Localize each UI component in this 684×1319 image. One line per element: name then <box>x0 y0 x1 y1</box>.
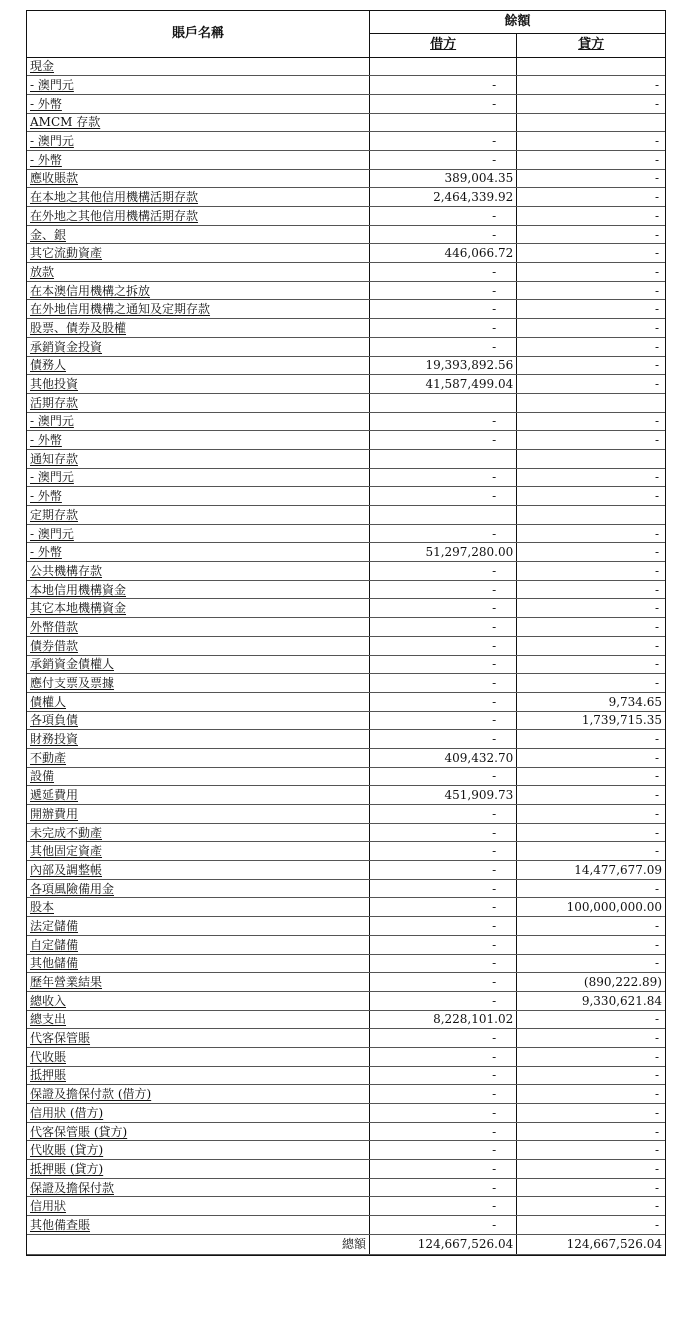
credit-cell: - <box>517 1160 665 1179</box>
table-row <box>27 150 665 169</box>
account-name-cell: 其他投資 <box>27 375 370 394</box>
credit-cell: - <box>517 1104 665 1123</box>
debit-cell: - <box>370 281 517 300</box>
credit-cell: - <box>517 767 665 786</box>
table-row <box>27 1141 665 1160</box>
table-row <box>27 562 665 581</box>
credit-cell: - <box>517 1197 665 1216</box>
account-name-cell: - 外幣 <box>27 431 370 450</box>
debit-cell: - <box>370 1104 517 1123</box>
debit-cell: - <box>370 636 517 655</box>
account-name-cell: 其它本地機構資金 <box>27 599 370 618</box>
credit-cell: - <box>517 823 665 842</box>
account-name-cell: 代客保管賬 (貸方) <box>27 1122 370 1141</box>
credit-cell: - <box>517 1029 665 1048</box>
account-name-cell: - 澳門元 <box>27 76 370 95</box>
debit-cell: - <box>370 823 517 842</box>
trial-balance-table <box>27 11 665 1255</box>
debit-cell: - <box>370 431 517 450</box>
debit-cell: 41,587,499.04 <box>370 375 517 394</box>
credit-cell: - <box>517 225 665 244</box>
table-row <box>27 599 665 618</box>
debit-cell: - <box>370 1197 517 1216</box>
debit-cell: - <box>370 319 517 338</box>
header-balance: 餘額 <box>370 11 665 33</box>
account-name-cell: 應付支票及票據 <box>27 674 370 693</box>
table-row <box>27 655 665 674</box>
total-label: 總額 <box>27 1234 370 1254</box>
debit-cell: - <box>370 991 517 1010</box>
account-name-cell: 信用狀 <box>27 1197 370 1216</box>
table-row <box>27 1085 665 1104</box>
account-name-cell: AMCM 存款 <box>27 113 370 132</box>
account-name-cell: 歷年營業結果 <box>27 973 370 992</box>
credit-cell: - <box>517 468 665 487</box>
table-row <box>27 281 665 300</box>
account-name-cell: 其他固定資產 <box>27 842 370 861</box>
account-name-cell: - 外幣 <box>27 543 370 562</box>
account-name-cell: 其他儲備 <box>27 954 370 973</box>
account-name-cell: 其他備查賬 <box>27 1216 370 1235</box>
credit-cell <box>517 393 665 412</box>
header-credit: 貸方 <box>517 33 665 57</box>
account-name-cell: 保證及擔保付款 (借方) <box>27 1085 370 1104</box>
debit-cell: - <box>370 1216 517 1235</box>
credit-cell: - <box>517 599 665 618</box>
credit-cell: 1,739,715.35 <box>517 711 665 730</box>
table-row <box>27 94 665 113</box>
debit-cell: - <box>370 973 517 992</box>
account-name-cell: 金、銀 <box>27 225 370 244</box>
table-row <box>27 225 665 244</box>
table-row <box>27 842 665 861</box>
table-row <box>27 730 665 749</box>
debit-cell: - <box>370 842 517 861</box>
debit-cell: - <box>370 1160 517 1179</box>
credit-cell: - <box>517 524 665 543</box>
account-name-cell: 股票、債券及股權 <box>27 319 370 338</box>
table-row <box>27 524 665 543</box>
account-name-cell: 設備 <box>27 767 370 786</box>
debit-cell: - <box>370 1085 517 1104</box>
account-name-cell: 活期存款 <box>27 393 370 412</box>
credit-cell: - <box>517 356 665 375</box>
credit-cell: - <box>517 150 665 169</box>
table-row <box>27 1197 665 1216</box>
credit-cell: - <box>517 207 665 226</box>
table-row <box>27 767 665 786</box>
table-row <box>27 1160 665 1179</box>
trial-balance-sheet <box>26 10 666 1256</box>
credit-cell: - <box>517 748 665 767</box>
table-row <box>27 1029 665 1048</box>
table-row <box>27 337 665 356</box>
debit-cell <box>370 57 517 76</box>
table-row <box>27 393 665 412</box>
credit-cell: - <box>517 319 665 338</box>
total-debit: 124,667,526.04 <box>370 1234 517 1254</box>
account-name-cell: 內部及調整帳 <box>27 861 370 880</box>
account-name-cell: 在外地信用機構之通知及定期存款 <box>27 300 370 319</box>
account-name-cell: 承銷資金投資 <box>27 337 370 356</box>
debit-cell: - <box>370 580 517 599</box>
account-name-cell: 本地信用機構資金 <box>27 580 370 599</box>
debit-cell <box>370 506 517 525</box>
account-name-cell: 抵押賬 <box>27 1066 370 1085</box>
account-name-cell: 其它流動資產 <box>27 244 370 263</box>
credit-cell: - <box>517 674 665 693</box>
debit-cell: - <box>370 76 517 95</box>
table-row <box>27 169 665 188</box>
table-row <box>27 786 665 805</box>
credit-cell: - <box>517 935 665 954</box>
debit-cell: - <box>370 1029 517 1048</box>
credit-cell: - <box>517 580 665 599</box>
debit-cell: - <box>370 1122 517 1141</box>
account-name-cell: 法定儲備 <box>27 917 370 936</box>
account-name-cell: 現金 <box>27 57 370 76</box>
table-row <box>27 375 665 394</box>
account-name-cell: 各項風險備用金 <box>27 879 370 898</box>
debit-cell: - <box>370 300 517 319</box>
table-row <box>27 300 665 319</box>
table-row <box>27 618 665 637</box>
account-name-cell: 外幣借款 <box>27 618 370 637</box>
table-row <box>27 1010 665 1029</box>
debit-cell: - <box>370 954 517 973</box>
account-name-cell: 債務人 <box>27 356 370 375</box>
table-row <box>27 244 665 263</box>
table-row <box>27 1066 665 1085</box>
table-row <box>27 132 665 151</box>
debit-cell: 389,004.35 <box>370 169 517 188</box>
table-row <box>27 1047 665 1066</box>
credit-cell: - <box>517 169 665 188</box>
total-row <box>27 1234 665 1254</box>
table-row <box>27 991 665 1010</box>
debit-cell: - <box>370 207 517 226</box>
credit-cell: - <box>517 655 665 674</box>
credit-cell <box>517 449 665 468</box>
account-name-cell: 各項負債 <box>27 711 370 730</box>
table-row <box>27 917 665 936</box>
account-name-cell: 通知存款 <box>27 449 370 468</box>
account-name-cell: - 澳門元 <box>27 524 370 543</box>
debit-cell: - <box>370 599 517 618</box>
account-name-cell: - 澳門元 <box>27 468 370 487</box>
table-row <box>27 1216 665 1235</box>
table-row <box>27 188 665 207</box>
debit-cell: 8,228,101.02 <box>370 1010 517 1029</box>
debit-cell: - <box>370 618 517 637</box>
table-row <box>27 207 665 226</box>
credit-cell: - <box>517 1141 665 1160</box>
table-row <box>27 543 665 562</box>
table-row <box>27 506 665 525</box>
table-row <box>27 674 665 693</box>
credit-cell: - <box>517 917 665 936</box>
account-name-cell: - 澳門元 <box>27 132 370 151</box>
account-name-cell: 總收入 <box>27 991 370 1010</box>
credit-cell: - <box>517 281 665 300</box>
credit-cell: - <box>517 1010 665 1029</box>
table-row <box>27 805 665 824</box>
table-row <box>27 935 665 954</box>
credit-cell: - <box>517 300 665 319</box>
table-row <box>27 263 665 282</box>
table-row <box>27 76 665 95</box>
debit-cell: - <box>370 692 517 711</box>
credit-cell: - <box>517 132 665 151</box>
debit-cell: 446,066.72 <box>370 244 517 263</box>
credit-cell: 14,477,677.09 <box>517 861 665 880</box>
credit-cell: - <box>517 1178 665 1197</box>
table-row <box>27 449 665 468</box>
account-name-cell: 應收賬款 <box>27 169 370 188</box>
debit-cell: - <box>370 730 517 749</box>
debit-cell: - <box>370 711 517 730</box>
debit-cell: - <box>370 917 517 936</box>
debit-cell: - <box>370 935 517 954</box>
table-row <box>27 431 665 450</box>
debit-cell: - <box>370 861 517 880</box>
header-account-name: 賬戶名稱 <box>27 11 370 57</box>
table-row <box>27 973 665 992</box>
debit-cell <box>370 393 517 412</box>
table-row <box>27 580 665 599</box>
credit-cell: - <box>517 412 665 431</box>
credit-cell: - <box>517 618 665 637</box>
table-row <box>27 113 665 132</box>
credit-cell <box>517 506 665 525</box>
credit-cell: - <box>517 76 665 95</box>
debit-cell: 451,909.73 <box>370 786 517 805</box>
table-row <box>27 1122 665 1141</box>
account-name-cell: 股本 <box>27 898 370 917</box>
credit-cell: - <box>517 636 665 655</box>
debit-cell: - <box>370 879 517 898</box>
account-name-cell: 財務投資 <box>27 730 370 749</box>
credit-cell: - <box>517 842 665 861</box>
table-row <box>27 823 665 842</box>
credit-cell <box>517 57 665 76</box>
account-name-cell: 在本地之其他信用機構活期存款 <box>27 188 370 207</box>
table-row <box>27 711 665 730</box>
credit-cell: - <box>517 1047 665 1066</box>
credit-cell: - <box>517 375 665 394</box>
table-row <box>27 692 665 711</box>
account-name-cell: 未完成不動產 <box>27 823 370 842</box>
debit-cell: 2,464,339.92 <box>370 188 517 207</box>
table-row <box>27 1178 665 1197</box>
credit-cell: - <box>517 543 665 562</box>
header-row <box>27 11 665 33</box>
account-name-cell: 定期存款 <box>27 506 370 525</box>
credit-cell: - <box>517 1085 665 1104</box>
account-name-cell: 代客保管賬 <box>27 1029 370 1048</box>
credit-cell: - <box>517 954 665 973</box>
debit-cell: - <box>370 263 517 282</box>
credit-cell: - <box>517 805 665 824</box>
debit-cell: - <box>370 524 517 543</box>
account-name-cell: 不動產 <box>27 748 370 767</box>
credit-cell: 9,734.65 <box>517 692 665 711</box>
debit-cell: - <box>370 898 517 917</box>
credit-cell: 100,000,000.00 <box>517 898 665 917</box>
debit-cell: - <box>370 1047 517 1066</box>
account-name-cell: 債權人 <box>27 692 370 711</box>
table-row <box>27 319 665 338</box>
table-row <box>27 879 665 898</box>
debit-cell: - <box>370 132 517 151</box>
debit-cell: - <box>370 562 517 581</box>
table-row <box>27 1104 665 1123</box>
table-body <box>27 57 665 1234</box>
account-name-cell: - 外幣 <box>27 150 370 169</box>
table-row <box>27 487 665 506</box>
credit-cell: (890,222.89) <box>517 973 665 992</box>
debit-cell: - <box>370 1141 517 1160</box>
account-name-cell: - 外幣 <box>27 487 370 506</box>
credit-cell: - <box>517 730 665 749</box>
credit-cell: - <box>517 487 665 506</box>
account-name-cell: 信用狀 (借方) <box>27 1104 370 1123</box>
credit-cell: 9,330,621.84 <box>517 991 665 1010</box>
credit-cell: - <box>517 337 665 356</box>
table-row <box>27 356 665 375</box>
debit-cell <box>370 113 517 132</box>
account-name-cell: 在外地之其他信用機構活期存款 <box>27 207 370 226</box>
account-name-cell: 在本澳信用機構之拆放 <box>27 281 370 300</box>
table-row <box>27 468 665 487</box>
debit-cell <box>370 449 517 468</box>
credit-cell: - <box>517 786 665 805</box>
debit-cell: - <box>370 94 517 113</box>
debit-cell: - <box>370 150 517 169</box>
debit-cell: - <box>370 1178 517 1197</box>
credit-cell: - <box>517 94 665 113</box>
table-row <box>27 954 665 973</box>
account-name-cell: 放款 <box>27 263 370 282</box>
credit-cell: - <box>517 263 665 282</box>
credit-cell: - <box>517 431 665 450</box>
account-name-cell: 抵押賬 (貸方) <box>27 1160 370 1179</box>
account-name-cell: 代收賬 (貸方) <box>27 1141 370 1160</box>
debit-cell: - <box>370 767 517 786</box>
header-debit: 借方 <box>370 33 517 57</box>
debit-cell: - <box>370 1066 517 1085</box>
account-name-cell: 遞延費用 <box>27 786 370 805</box>
total-credit: 124,667,526.04 <box>517 1234 665 1254</box>
credit-cell: - <box>517 244 665 263</box>
debit-cell: - <box>370 674 517 693</box>
debit-cell: - <box>370 225 517 244</box>
debit-cell: - <box>370 805 517 824</box>
account-name-cell: 債券借款 <box>27 636 370 655</box>
credit-cell: - <box>517 188 665 207</box>
account-name-cell: - 外幣 <box>27 94 370 113</box>
debit-cell: 19,393,892.56 <box>370 356 517 375</box>
table-row <box>27 861 665 880</box>
table-row <box>27 898 665 917</box>
credit-cell: - <box>517 1066 665 1085</box>
account-name-cell: 總支出 <box>27 1010 370 1029</box>
debit-cell: - <box>370 468 517 487</box>
account-name-cell: - 澳門元 <box>27 412 370 431</box>
account-name-cell: 公共機構存款 <box>27 562 370 581</box>
debit-cell: - <box>370 337 517 356</box>
account-name-cell: 保證及擔保付款 <box>27 1178 370 1197</box>
table-row <box>27 57 665 76</box>
debit-cell: - <box>370 487 517 506</box>
credit-cell: - <box>517 562 665 581</box>
credit-cell: - <box>517 879 665 898</box>
debit-cell: 51,297,280.00 <box>370 543 517 562</box>
table-row <box>27 412 665 431</box>
debit-cell: - <box>370 655 517 674</box>
credit-cell <box>517 113 665 132</box>
account-name-cell: 開辦費用 <box>27 805 370 824</box>
account-name-cell: 代收賬 <box>27 1047 370 1066</box>
credit-cell: - <box>517 1216 665 1235</box>
debit-cell: 409,432.70 <box>370 748 517 767</box>
debit-cell: - <box>370 412 517 431</box>
account-name-cell: 自定儲備 <box>27 935 370 954</box>
table-row <box>27 636 665 655</box>
account-name-cell: 承銷資金債權人 <box>27 655 370 674</box>
credit-cell: - <box>517 1122 665 1141</box>
table-row <box>27 748 665 767</box>
